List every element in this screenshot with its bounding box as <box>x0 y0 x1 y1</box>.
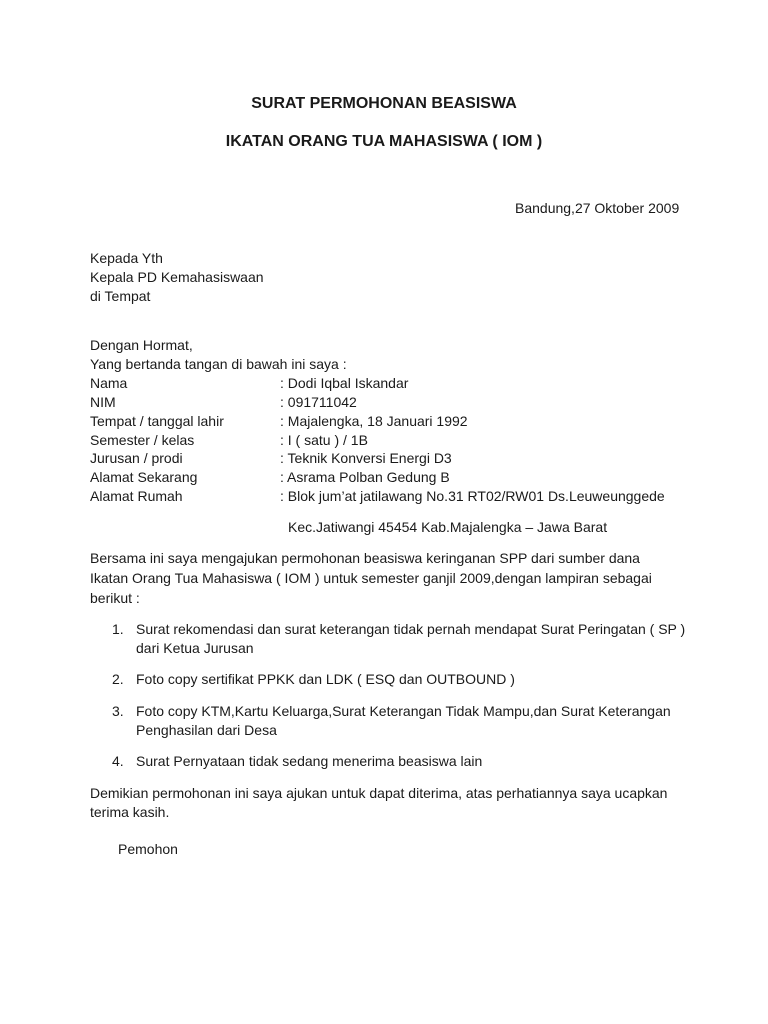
list-item-number: 2. <box>112 671 124 687</box>
identity-label: Alamat Rumah <box>90 488 183 504</box>
identity-value: : 091711042 <box>280 394 357 410</box>
identity-value: : I ( satu ) / 1B <box>280 432 368 448</box>
recipient-line: Kepala PD Kemahasiswaan <box>90 269 264 285</box>
intro-text: Yang bertanda tangan di bawah ini saya : <box>90 356 347 372</box>
closing-line: Demikian permohonan ini saya ajukan untuk dapat diterima, atas perhatiannya saya ucapkan <box>90 785 668 801</box>
recipient-line: di Tempat <box>90 288 151 304</box>
identity-value: : Blok jum’at jatilawang No.31 RT02/RW01 Ds.Leuweunggede <box>280 488 665 504</box>
identity-value: : Dodi Iqbal Iskandar <box>280 375 409 391</box>
letter-title: SURAT PERMOHONAN BEASISWA <box>251 95 517 112</box>
body-line: Bersama ini saya mengajukan permohonan beasiswa keringanan SPP dari sumber dana <box>90 550 640 566</box>
list-item-text: Surat rekomendasi dan surat keterangan tidak pernah mendapat Surat Peringatan ( SP ) <box>136 621 686 637</box>
list-item-number: 3. <box>112 703 124 719</box>
list-item-number: 4. <box>112 753 124 769</box>
salutation: Dengan Hormat, <box>90 337 193 353</box>
recipient-line: Kepada Yth <box>90 250 163 266</box>
signature-label: Pemohon <box>118 841 178 857</box>
identity-label: Nama <box>90 375 128 391</box>
list-item-text: Penghasilan dari Desa <box>136 722 277 738</box>
list-item-text: Surat Pernyataan tidak sedang menerima beasiswa lain <box>136 753 483 769</box>
body-line: Ikatan Orang Tua Mahasiswa ( IOM ) untuk semester ganjil 2009,dengan lampiran sebagai <box>90 570 652 586</box>
list-item-text: Foto copy sertifikat PPKK dan LDK ( ESQ dan OUTBOUND ) <box>136 671 515 687</box>
identity-label: NIM <box>90 394 116 410</box>
letter-subtitle: IKATAN ORANG TUA MAHASISWA ( IOM ) <box>225 133 543 150</box>
list-item-text: dari Ketua Jurusan <box>136 640 254 656</box>
place-date: Bandung,27 Oktober 2009 <box>515 200 680 216</box>
identity-label: Jurusan / prodi <box>90 450 183 466</box>
list-item-text: Foto copy KTM,Kartu Keluarga,Surat Keterangan Tidak Mampu,dan Surat Keterangan <box>136 703 671 719</box>
identity-label: Semester / kelas <box>90 432 195 448</box>
identity-value: : Majalengka, 18 Januari 1992 <box>280 413 468 429</box>
body-line: berikut : <box>90 590 140 606</box>
address-continued: Kec.Jatiwangi 45454 Kab.Majalengka – Jawa Barat <box>288 519 608 535</box>
identity-label: Alamat Sekarang <box>90 469 198 485</box>
identity-value: : Teknik Konversi Energi D3 <box>280 450 452 466</box>
identity-label: Tempat / tanggal lahir <box>90 413 224 429</box>
list-item-number: 1. <box>112 621 124 637</box>
closing-line: terima kasih. <box>90 804 170 820</box>
identity-value: : Asrama Polban Gedung B <box>280 469 450 485</box>
